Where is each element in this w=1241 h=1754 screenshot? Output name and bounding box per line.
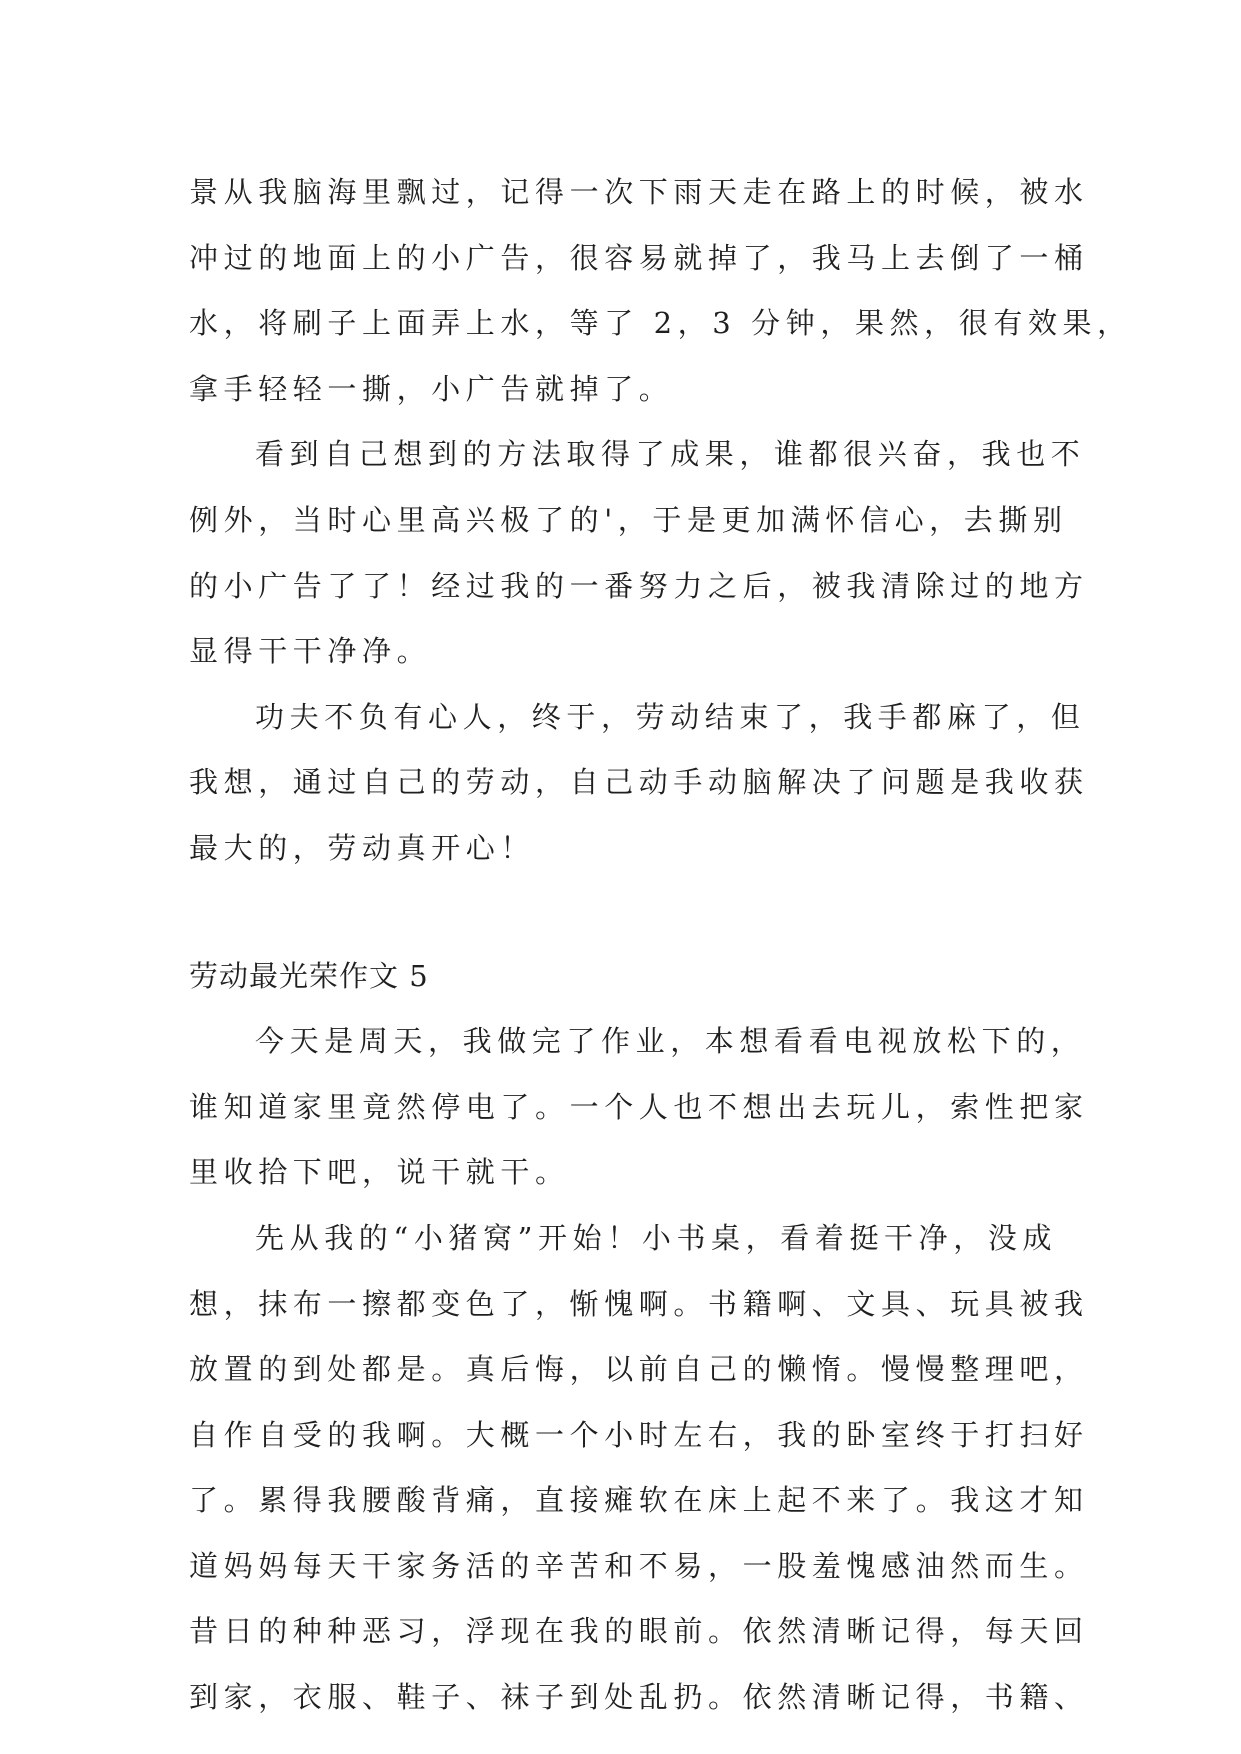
- text-line: 例外，当时心里高兴极了的'，于是更加满怀信心，去撕别: [189, 502, 1068, 537]
- paragraph: [189, 1206, 1089, 1731]
- paragraph: [189, 685, 1089, 882]
- text-line: 看到自己想到的方法取得了成果，谁都很兴奋，我也不: [255, 437, 1086, 472]
- text-line: 的小广告了了！经过我的一番努力之后，被我清除过的地方: [189, 568, 1089, 603]
- text-line: 自作自受的我啊。大概一个小时左右，我的卧室终于打扫好: [189, 1417, 1089, 1452]
- text-line: 谁知道家里竟然停电了。一个人也不想出去玩儿，索性把家: [189, 1089, 1089, 1124]
- text-line: 功夫不负有心人，终于，劳动结束了，我手都麻了，但: [255, 699, 1086, 734]
- text-line: 放置的到处都是。真后悔，以前自己的懒惰。慢慢整理吧，: [189, 1352, 1089, 1387]
- text-line: 里收拾下吧，说干就干。: [189, 1155, 570, 1190]
- text-line: 道妈妈每天干家务活的辛苦和不易，一股羞愧感油然而生。: [189, 1548, 1089, 1583]
- text-line: 想，抹布一擦都变色了，惭愧啊。书籍啊、文具、玩具被我: [189, 1286, 1089, 1321]
- section-spacer: [189, 882, 1065, 944]
- text-line: 拿手轻轻一撕，小广告就掉了。: [189, 371, 674, 406]
- text-line: 水，将刷子上面弄上水，等了 2，3 分钟，果然，很有效果，: [189, 306, 1132, 341]
- text-line: 显得干干净净。: [189, 634, 432, 669]
- text-line: 我想，通过自己的劳动，自己动手动脑解决了问题是我收获: [189, 765, 1089, 800]
- text-line: 最大的，劳动真开心！: [189, 830, 536, 865]
- paragraph: [189, 1009, 1089, 1206]
- text-line: 昔日的种种恶习，浮现在我的眼前。依然清晰记得，每天回: [189, 1614, 1089, 1649]
- section-title: 劳动最光荣作文 5: [189, 958, 429, 993]
- document-body: [189, 160, 1132, 1731]
- paragraph: [189, 422, 1089, 684]
- text-line: 先从我的“小猪窝”开始！小书桌，看着挺干净，没成: [255, 1220, 1058, 1255]
- text-line: 了。累得我腰酸背痛，直接瘫软在床上起不来了。我这才知: [189, 1483, 1089, 1518]
- text-line: 景从我脑海里飘过，记得一次下雨天走在路上的时候，被水: [189, 175, 1089, 209]
- paragraph: [189, 160, 1132, 422]
- text-line: 今天是周天，我做完了作业，本想看看电视放松下的，: [255, 1024, 1086, 1059]
- text-line: 到家，衣服、鞋子、袜子到处乱扔。依然清晰记得，书籍、: [189, 1680, 1089, 1715]
- text-line: 冲过的地面上的小广告，很容易就掉了，我马上去倒了一桶: [189, 240, 1089, 275]
